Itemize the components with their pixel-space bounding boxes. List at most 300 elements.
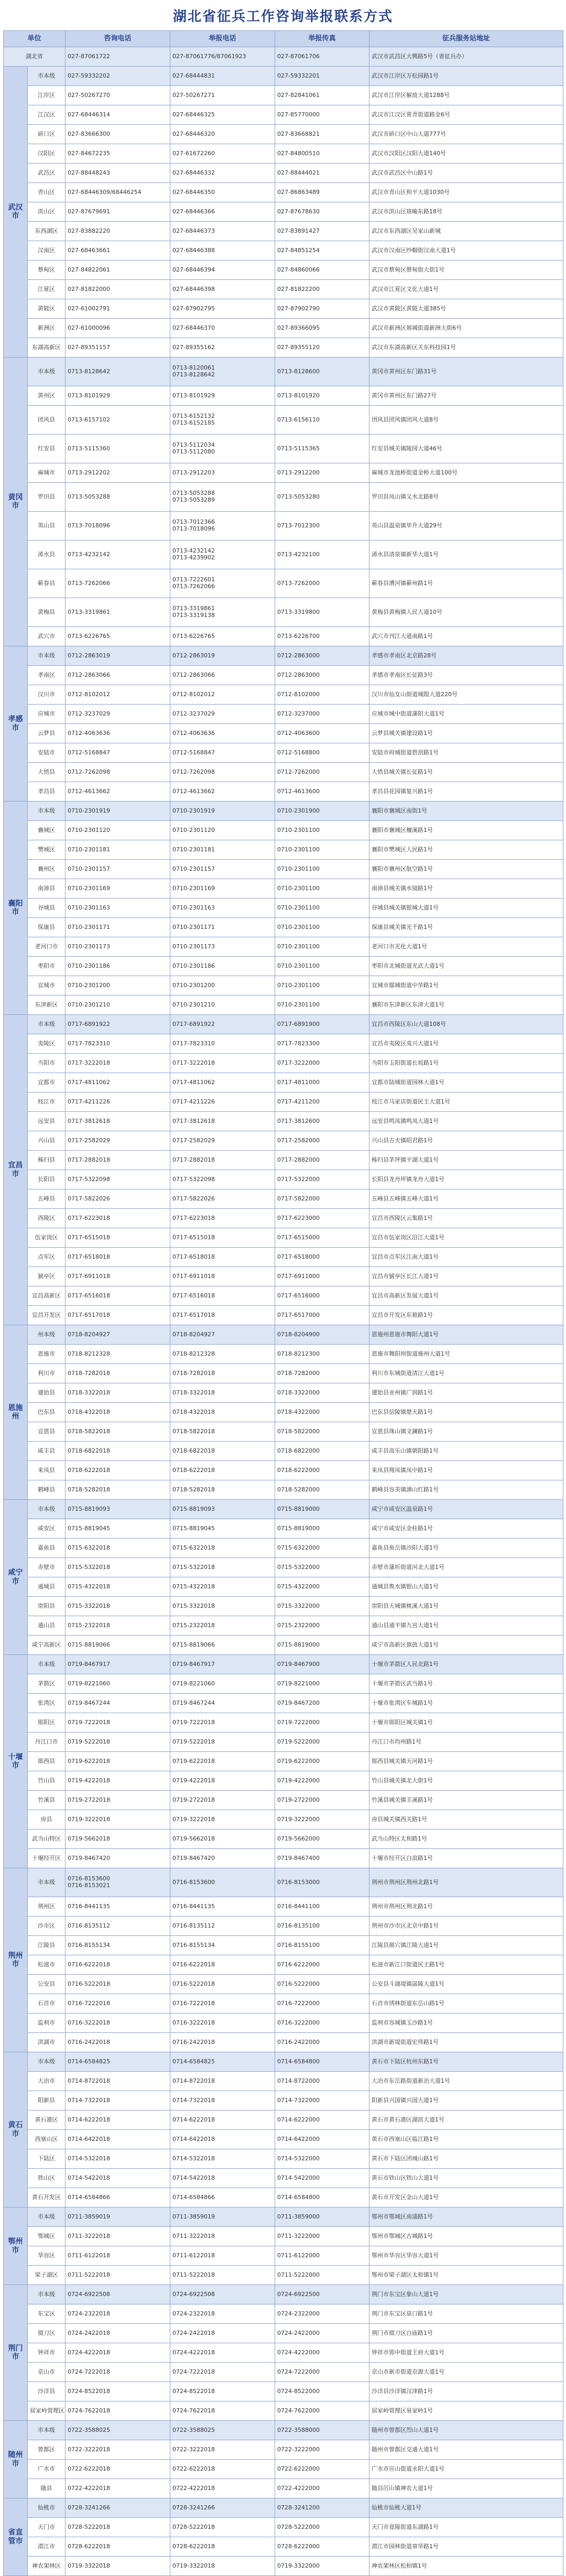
unit-name: 沙市区 (28, 1917, 66, 1936)
report-fax: 0714-5422000 (275, 2169, 369, 2188)
report-fax: 0716-8153000 (275, 1868, 369, 1897)
report-fax: 0714-7322000 (275, 2091, 369, 2110)
unit-name: 武当山特区 (28, 1830, 66, 1849)
table-row (4, 1994, 563, 2014)
unit-name: 鹤峰县 (28, 1480, 66, 1500)
report-phone: 0716-8155134 (170, 1936, 275, 1955)
report-fax: 0719-4222000 (275, 1771, 369, 1791)
report-phone: 0722-3222018 (170, 2440, 275, 2460)
consult-phone: 0714-6584866 (66, 2188, 170, 2207)
table-row (4, 1189, 563, 1209)
report-phone: 0718-8204927 (170, 1325, 275, 1345)
table-row (4, 2557, 563, 2576)
table-row (4, 1936, 563, 1955)
consult-phone: 0717-7823310 (66, 1034, 170, 1054)
report-phone: 027-68446370 (170, 319, 275, 338)
column-header-consult: 咨询电话 (66, 31, 170, 47)
report-phone: 0714-8722018 (170, 2072, 275, 2091)
report-phone: 027-68446373 (170, 222, 275, 241)
table-row (4, 1539, 563, 1558)
consult-phone: 027-83666300 (66, 125, 170, 144)
table-row (4, 319, 563, 338)
service-address: 鄂州市鄂城区古城路1号 (369, 2227, 563, 2246)
service-address: 随州市曾都区烈山大道1号 (369, 2421, 563, 2440)
unit-name: 英山县 (28, 512, 66, 540)
table-row (4, 2266, 563, 2285)
unit-name: 曾都区 (28, 2440, 66, 2460)
unit-name: 掇刀区 (28, 2324, 66, 2343)
report-fax: 0728-5222000 (275, 2518, 369, 2537)
service-address: 襄阳市东津新区东津大道1号 (369, 995, 563, 1015)
service-address: 大冶市东岳路街道新冶大道1号 (369, 2072, 563, 2091)
report-phone: 0724-6922508 (170, 2285, 275, 2304)
report-fax: 0712-3237000 (275, 705, 369, 724)
table-row (4, 1597, 563, 1616)
report-fax: 0715-8819000 (275, 1519, 369, 1539)
table-row (4, 802, 563, 821)
table-row (4, 1674, 563, 1694)
report-phone: 0714-6584825 (170, 2052, 275, 2072)
consult-phone: 0722-6222018 (66, 2460, 170, 2479)
report-fax: 0710-2301100 (275, 976, 369, 995)
table-row (4, 899, 563, 918)
table-row (4, 918, 563, 937)
unit-name: 十堰经开区 (28, 1849, 66, 1868)
unit-name: 西塞山区 (28, 2130, 66, 2149)
report-fax: 0710-2301100 (275, 918, 369, 937)
unit-name: 建始县 (28, 1383, 66, 1403)
table-row (4, 2033, 563, 2052)
consult-phone: 0716-8155134 (66, 1936, 170, 1955)
report-phone: 0714-5322018 (170, 2149, 275, 2169)
consult-phone: 027-68446309/68446254 (66, 183, 170, 202)
report-phone: 027-68446325 (170, 105, 275, 125)
consult-phone: 0724-7622018 (66, 2401, 170, 2421)
report-fax: 0717-6891900 (275, 1015, 369, 1034)
consult-phone: 0713-8101929 (66, 386, 170, 406)
service-address: 仙桃市仙桃大道1号 (369, 2498, 563, 2518)
table-row (4, 1791, 563, 1810)
unit-name: 东宝区 (28, 2304, 66, 2324)
report-fax: 0717-2882000 (275, 1151, 369, 1170)
table-row (4, 1897, 563, 1917)
consult-phone: 0716-3222018 (66, 2014, 170, 2033)
report-fax: 0714-6422000 (275, 2130, 369, 2149)
report-phone: 0716-6222018 (170, 1955, 275, 1975)
report-phone: 027-68444831 (170, 67, 275, 86)
report-phone: 0713-6152132 0713-6152185 (170, 406, 275, 435)
table-row (4, 1228, 563, 1248)
service-address: 武汉市洪山区珞喻东路18号 (369, 202, 563, 222)
report-phone: 0716-5222018 (170, 1975, 275, 1994)
report-fax: 0712-2863000 (275, 666, 369, 685)
region-name: 恩施州 (4, 1325, 28, 1500)
service-address: 老河口市光化大道1号 (369, 937, 563, 957)
service-address: 武汉市武昌区中山路1号 (369, 164, 563, 183)
table-row (4, 2421, 563, 2440)
report-phone: 0717-7823310 (170, 1034, 275, 1054)
unit-name: 黄州区 (28, 386, 66, 406)
report-phone: 0712-7262098 (170, 763, 275, 782)
service-address: 京山市新市街道京源大道1号 (369, 2363, 563, 2382)
report-phone: 0711-5222018 (170, 2266, 275, 2285)
report-fax: 0716-7222000 (275, 1994, 369, 2014)
table-row (4, 435, 563, 463)
report-fax: 0715-4322000 (275, 1577, 369, 1597)
report-phone: 027-89355162 (170, 338, 275, 358)
table-row (4, 2091, 563, 2110)
report-phone: 0718-5822018 (170, 1422, 275, 1442)
unit-name: 武穴市 (28, 627, 66, 646)
table-header-row (4, 31, 563, 47)
unit-name: 丹江口市 (28, 1733, 66, 1752)
service-address: 宜城市鄢城街道中华路1号 (369, 976, 563, 995)
unit-name: 南漳县 (28, 879, 66, 899)
service-address: 恩施市舞阳坝街道施州大道1号 (369, 1345, 563, 1364)
unit-name: 张湾区 (28, 1694, 66, 1713)
table-row (4, 2207, 563, 2227)
table-row (4, 1325, 563, 1345)
unit-name: 蕲春县 (28, 569, 66, 598)
service-address: 大悟县城关镇长征路1号 (369, 763, 563, 782)
report-fax: 0714-6584800 (275, 2052, 369, 2072)
report-phone: 0718-7282018 (170, 1364, 275, 1383)
unit-name: 安陆市 (28, 743, 66, 763)
table-row (4, 2014, 563, 2033)
unit-name: 利川市 (28, 1364, 66, 1383)
consult-phone: 027-84672235 (66, 144, 170, 164)
unit-name: 孝南区 (28, 666, 66, 685)
table-row (4, 743, 563, 763)
unit-name: 孝昌县 (28, 782, 66, 802)
report-phone: 027-68446388 (170, 241, 275, 261)
consult-phone: 0710-2301919 (66, 802, 170, 821)
table-row (4, 1771, 563, 1791)
service-address: 团风县团风镇团风大道8号 (369, 406, 563, 435)
report-fax: 0713-2912200 (275, 463, 369, 483)
service-address: 武汉市武昌区大興路5号（省征兵办） (369, 47, 563, 67)
service-address: 郧西县城关镇天河路1号 (369, 1752, 563, 1771)
report-fax: 0710-2301100 (275, 821, 369, 840)
report-phone: 0710-2301120 (170, 821, 275, 840)
consult-phone: 0719-2722018 (66, 1791, 170, 1810)
table-row (4, 463, 563, 483)
report-phone: 0710-2301919 (170, 802, 275, 821)
table-row (4, 2343, 563, 2363)
report-fax: 0712-5168800 (275, 743, 369, 763)
unit-name: 广水市 (28, 2460, 66, 2479)
consult-phone: 0718-5822018 (66, 1422, 170, 1442)
report-fax: 0712-4063600 (275, 724, 369, 743)
consult-phone: 0714-6584825 (66, 2052, 170, 2072)
report-phone: 0710-2301181 (170, 840, 275, 860)
report-fax: 0710-2301900 (275, 802, 369, 821)
unit-name: 郧阳区 (28, 1713, 66, 1733)
table-row (4, 222, 563, 241)
service-address: 兴山县古夫镇昭君路1号 (369, 1131, 563, 1151)
table-row (4, 724, 563, 743)
report-phone: 0713-2912203 (170, 463, 275, 483)
unit-name: 神农架林区 (28, 2557, 66, 2576)
report-fax: 0717-7823300 (275, 1034, 369, 1054)
report-phone: 0724-2322018 (170, 2304, 275, 2324)
consult-phone: 0712-3237029 (66, 705, 170, 724)
table-row (4, 2149, 563, 2169)
service-address: 当阳市玉阳街道长坂路1号 (369, 1054, 563, 1073)
service-address: 红安县城关镇陵园大道46号 (369, 435, 563, 463)
consult-phone: 0710-2301157 (66, 860, 170, 879)
service-address: 房县城关镇西关路1号 (369, 1810, 563, 1830)
region-name: 黄冈市 (4, 358, 28, 646)
table-row (4, 1694, 563, 1713)
consult-phone: 0717-4811062 (66, 1073, 170, 1092)
report-fax: 0717-6517000 (275, 1306, 369, 1325)
report-phone: 0719-4222018 (170, 1771, 275, 1791)
unit-name: 青山区 (28, 183, 66, 202)
service-address: 鄂州市鄂城区南浦路1号 (369, 2207, 563, 2227)
report-phone: 0719-8467420 (170, 1849, 275, 1868)
service-address: 武汉市江汉区常青街道路金6号 (369, 105, 563, 125)
unit-name: 樊城区 (28, 840, 66, 860)
table-row (4, 1092, 563, 1112)
consult-phone: 0710-2301186 (66, 957, 170, 976)
table-row (4, 1830, 563, 1849)
consult-phone: 027-84822061 (66, 261, 170, 280)
unit-name: 市本级 (28, 646, 66, 666)
service-address: 咸丰县高乐山镇朝阳路1号 (369, 1442, 563, 1461)
table-row (4, 2052, 563, 2072)
consult-phone: 0724-2322018 (66, 2304, 170, 2324)
table-row (4, 1519, 563, 1539)
report-phone: 0711-3859019 (170, 2207, 275, 2227)
report-fax: 0718-8204900 (275, 1325, 369, 1345)
table-row (4, 2460, 563, 2479)
report-fax: 0710-2301100 (275, 840, 369, 860)
consult-phone: 0714-5322018 (66, 2149, 170, 2169)
report-fax: 0717-3812600 (275, 1112, 369, 1131)
unit-name: 松滋市 (28, 1955, 66, 1975)
table-row (4, 2130, 563, 2149)
report-fax: 0715-5322000 (275, 1558, 369, 1577)
unit-name: 汉阳区 (28, 144, 66, 164)
report-fax: 0717-3222000 (275, 1054, 369, 1073)
consult-phone: 0719-5662018 (66, 1830, 170, 1849)
service-address: 武汉市硚口区中山大道777号 (369, 125, 563, 144)
report-phone: 0718-4322018 (170, 1403, 275, 1422)
unit-name: 兴山县 (28, 1131, 66, 1151)
unit-name: 嘉鱼县 (28, 1539, 66, 1558)
consult-phone: 0718-8212328 (66, 1345, 170, 1364)
table-row (4, 1480, 563, 1500)
table-row (4, 860, 563, 879)
consult-phone: 0718-5282018 (66, 1480, 170, 1500)
consult-phone: 0716-8153600 0716-8153021 (66, 1868, 170, 1897)
region-name: 十堰市 (4, 1655, 28, 1868)
consult-phone: 027-68446314 (66, 105, 170, 125)
service-address: 英山县温泉镇毕升大道29号 (369, 512, 563, 540)
consult-phone: 027-61000096 (66, 319, 170, 338)
unit-name: 市本级 (28, 1500, 66, 1519)
report-fax: 0711-3859000 (275, 2207, 369, 2227)
table-row (4, 1364, 563, 1383)
report-phone: 0717-6223018 (170, 1209, 275, 1228)
service-address: 来凤县翔凤镇凤中路1号 (369, 1461, 563, 1480)
consult-phone: 0718-6222018 (66, 1461, 170, 1480)
table-row (4, 241, 563, 261)
consult-phone: 0714-8722018 (66, 2072, 170, 2091)
consult-phone: 0713-7018096 (66, 512, 170, 540)
report-phone: 0711-6122018 (170, 2246, 275, 2266)
service-address: 神农架林区松柏镇1号 (369, 2557, 563, 2576)
consult-phone: 0710-2301169 (66, 879, 170, 899)
table-row (4, 164, 563, 183)
service-address: 应城市城中街道蒲阳大道1号 (369, 705, 563, 724)
service-address: 宜昌市猇亭区长江大道1号 (369, 1267, 563, 1286)
unit-name: 仙桃市 (28, 2498, 66, 2518)
unit-name: 云梦县 (28, 724, 66, 743)
report-fax: 0715-2322000 (275, 1616, 369, 1636)
report-fax: 0717-6516000 (275, 1286, 369, 1306)
report-fax: 027-87061706 (275, 47, 369, 67)
table-row (4, 957, 563, 976)
consult-phone: 0711-3222018 (66, 2227, 170, 2246)
unit-name: 阳新县 (28, 2091, 66, 2110)
consult-phone: 0719-7222018 (66, 1713, 170, 1733)
report-fax: 0713-5053280 (275, 483, 369, 512)
report-fax: 0716-8155100 (275, 1936, 369, 1955)
report-fax: 0716-5222000 (275, 1975, 369, 1994)
table-row (4, 2285, 563, 2304)
unit-name: 房县 (28, 1810, 66, 1830)
table-row (4, 1422, 563, 1442)
unit-name: 远安县 (28, 1112, 66, 1131)
unit-name: 市本级 (28, 1868, 66, 1897)
report-fax: 0724-6922500 (275, 2285, 369, 2304)
service-address: 五峰县五峰镇五峰大道1号 (369, 1189, 563, 1209)
report-fax: 0718-6822000 (275, 1442, 369, 1461)
table-row (4, 1383, 563, 1403)
unit-name: 随县 (28, 2479, 66, 2498)
report-phone: 0717-3812618 (170, 1112, 275, 1131)
service-address: 宜昌市夷陵区夷兴大道1号 (369, 1034, 563, 1054)
report-fax: 0719-8467900 (275, 1655, 369, 1674)
table-row (4, 821, 563, 840)
report-phone: 0722-3588025 (170, 2421, 275, 2440)
unit-name: 浠水县 (28, 540, 66, 569)
table-row (4, 1345, 563, 1364)
document-title: 湖北省征兵工作咨询举报联系方式 (172, 8, 393, 25)
report-phone: 0717-2582029 (170, 1131, 275, 1151)
service-address: 浠水县清泉镇新华大道1号 (369, 540, 563, 569)
report-fax: 0714-8722000 (275, 2072, 369, 2091)
report-fax: 0714-6584800 (275, 2188, 369, 2207)
unit-name: 当阳市 (28, 1054, 66, 1073)
report-fax: 0717-6223000 (275, 1209, 369, 1228)
table-row (4, 2382, 563, 2401)
service-address: 襄阳市襄城区檀溪路1号 (369, 821, 563, 840)
unit-name: 市本级 (28, 67, 66, 86)
report-phone: 0710-2301163 (170, 899, 275, 918)
unit-name: 宜昌开发区 (28, 1306, 66, 1325)
report-phone: 0719-8467917 (170, 1655, 275, 1674)
service-address: 宜昌市伍家岗区沿江大道1号 (369, 1228, 563, 1248)
service-address: 武当山特区太和路1号 (369, 1830, 563, 1849)
service-address: 咸宁市咸安区温泉路1号 (369, 1500, 563, 1519)
consult-phone: 0717-6518018 (66, 1248, 170, 1267)
table-row (4, 1616, 563, 1636)
service-address: 黄石市下陆区团城山路1号 (369, 2149, 563, 2169)
consult-phone: 0719-4222018 (66, 1771, 170, 1791)
service-address: 十堰市张湾区车城路1号 (369, 1694, 563, 1713)
table-row (4, 299, 563, 319)
report-phone: 027-61672260 (170, 144, 275, 164)
report-fax: 0716-8441100 (275, 1897, 369, 1917)
report-phone: 0717-4811062 (170, 1073, 275, 1092)
unit-name: 江汉区 (28, 105, 66, 125)
table-row (4, 1500, 563, 1519)
consult-phone: 0712-2863019 (66, 646, 170, 666)
unit-name: 东湖高新区 (28, 338, 66, 358)
report-phone: 0716-7222018 (170, 1994, 275, 2014)
consult-phone: 0717-5322098 (66, 1170, 170, 1189)
service-address: 武汉市江岸区万松园路1号 (369, 67, 563, 86)
consult-phone: 0711-5222018 (66, 2266, 170, 2285)
report-phone: 027-50267271 (170, 86, 275, 105)
service-address: 嘉鱼县鱼岳镇沙阳大道1号 (369, 1539, 563, 1558)
consult-phone: 027-61002791 (66, 299, 170, 319)
report-fax: 0719-5662000 (275, 1830, 369, 1849)
consult-phone: 027-50267270 (66, 86, 170, 105)
region-name: 咸宁市 (4, 1500, 28, 1655)
report-phone: 0710-2301173 (170, 937, 275, 957)
report-fax: 0718-8212300 (275, 1345, 369, 1364)
report-fax: 0717-4211200 (275, 1092, 369, 1112)
unit-name: 公安县 (28, 1975, 66, 1994)
unit-name: 宣恩县 (28, 1422, 66, 1442)
report-fax: 0716-2422000 (275, 2033, 369, 2052)
consult-phone: 0724-2422018 (66, 2324, 170, 2343)
unit-name: 鄂城区 (28, 2227, 66, 2246)
service-address: 武汉市汉南区纱帽街汉南大道1号 (369, 241, 563, 261)
consult-phone: 0716-2422018 (66, 2033, 170, 2052)
service-address: 孝感市孝南区北京路28号 (369, 646, 563, 666)
consult-phone: 0715-8819045 (66, 1519, 170, 1539)
report-phone: 0719-8221060 (170, 1674, 275, 1694)
table-row (4, 144, 563, 164)
service-address: 武汉市新洲区邾城街道新洲大街6号 (369, 319, 563, 338)
report-fax: 0716-3222000 (275, 2014, 369, 2033)
table-row (4, 1209, 563, 1228)
report-phone: 0728-5222018 (170, 2518, 275, 2537)
unit-name: 茅箭区 (28, 1674, 66, 1694)
report-phone: 0718-6822018 (170, 1442, 275, 1461)
service-address: 洪湖市新堤街道宏伟路1号 (369, 2033, 563, 2052)
report-phone: 0713-8101929 (170, 386, 275, 406)
table-row (4, 2401, 563, 2421)
report-fax: 027-83891427 (275, 222, 369, 241)
report-fax: 0714-6222000 (275, 2110, 369, 2130)
table-row (4, 1733, 563, 1752)
report-fax: 0718-4322000 (275, 1403, 369, 1422)
service-address: 宜昌市西陵区东山大道108号 (369, 1015, 563, 1034)
consult-phone: 027-88448243 (66, 164, 170, 183)
unit-name: 枣阳市 (28, 957, 66, 976)
unit-name: 市本级 (28, 802, 66, 821)
consult-phone: 0728-3241266 (66, 2498, 170, 2518)
consult-phone: 0716-8135112 (66, 1917, 170, 1936)
report-phone: 0715-8819093 (170, 1500, 275, 1519)
report-fax: 0711-5222000 (275, 2266, 369, 2285)
